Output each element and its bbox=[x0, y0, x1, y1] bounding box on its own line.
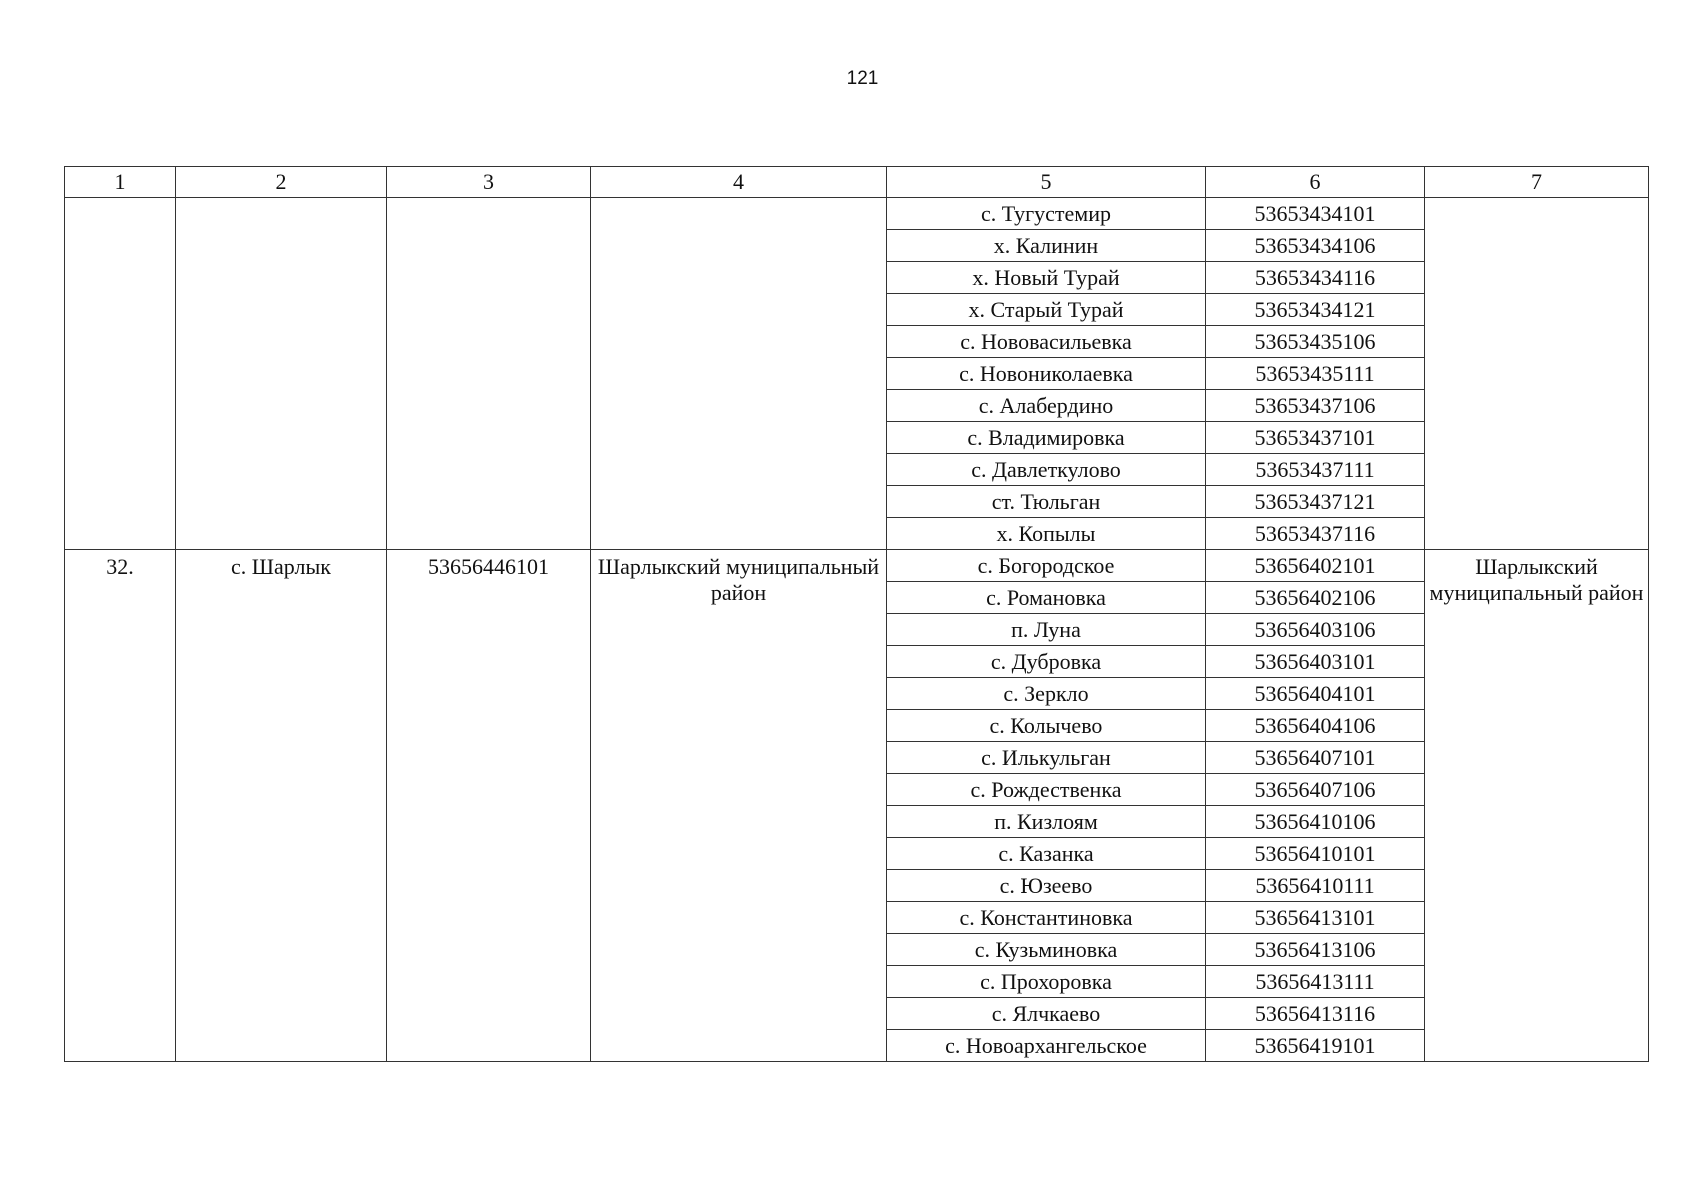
header-row bbox=[65, 167, 1649, 198]
district-right-cell: Шарлыкский муниципальный район bbox=[1425, 550, 1649, 1062]
settlement-code-cell: 53653434101 bbox=[1206, 198, 1425, 230]
settlement-name-cell: с. Юзеево bbox=[887, 870, 1206, 902]
settlement-name-cell: с. Новониколаевка bbox=[887, 358, 1206, 390]
settlement-name-cell: с. Владимировка bbox=[887, 422, 1206, 454]
settlement-name-cell: х. Копылы bbox=[887, 518, 1206, 550]
settlements-table bbox=[64, 166, 1649, 1062]
settlement-code-cell: 53653435106 bbox=[1206, 326, 1425, 358]
settlement-code-cell: 53656410101 bbox=[1206, 838, 1425, 870]
settlement-name-cell: с. Новоархангельское bbox=[887, 1030, 1206, 1062]
admin-center-code-cell bbox=[387, 198, 591, 550]
settlement-code-cell: 53656403106 bbox=[1206, 614, 1425, 646]
settlement-code-cell: 53656404106 bbox=[1206, 710, 1425, 742]
settlement-name-cell: х. Калинин bbox=[887, 230, 1206, 262]
settlement-name-cell: с. Зеркло bbox=[887, 678, 1206, 710]
settlement-name-cell: с. Колычево bbox=[887, 710, 1206, 742]
row-number-cell bbox=[65, 198, 176, 550]
settlement-code-cell: 53656419101 bbox=[1206, 1030, 1425, 1062]
settlement-name-cell: с. Дубровка bbox=[887, 646, 1206, 678]
settlement-code-cell: 53656407106 bbox=[1206, 774, 1425, 806]
settlement-code-cell: 53653434116 bbox=[1206, 262, 1425, 294]
settlement-name-cell: ст. Тюльган bbox=[887, 486, 1206, 518]
settlement-code-cell: 53653437106 bbox=[1206, 390, 1425, 422]
settlement-code-cell: 53656413106 bbox=[1206, 934, 1425, 966]
settlement-name-cell: с. Кузьминовка bbox=[887, 934, 1206, 966]
settlement-code-cell: 53656402106 bbox=[1206, 582, 1425, 614]
settlement-code-cell: 53656407101 bbox=[1206, 742, 1425, 774]
settlement-code-cell: 53656410106 bbox=[1206, 806, 1425, 838]
settlement-name-cell: х. Новый Турай bbox=[887, 262, 1206, 294]
settlement-code-cell: 53656404101 bbox=[1206, 678, 1425, 710]
settlement-code-cell: 53656413116 bbox=[1206, 998, 1425, 1030]
header-cell: 6 bbox=[1206, 167, 1425, 198]
page-number: 121 bbox=[846, 68, 879, 89]
header-cell: 4 bbox=[591, 167, 887, 198]
settlement-name-cell: х. Старый Турай bbox=[887, 294, 1206, 326]
settlement-name-cell: с. Казанка bbox=[887, 838, 1206, 870]
settlement-code-cell: 53656413101 bbox=[1206, 902, 1425, 934]
settlement-name-cell: с. Илькульган bbox=[887, 742, 1206, 774]
admin-center-cell: с. Шарлык bbox=[176, 550, 387, 1062]
settlement-code-cell: 53656413111 bbox=[1206, 966, 1425, 998]
settlement-name-cell: с. Рождественка bbox=[887, 774, 1206, 806]
settlement-name-cell: с. Давлеткулово bbox=[887, 454, 1206, 486]
district-cell bbox=[591, 198, 887, 550]
header-cell: 5 bbox=[887, 167, 1206, 198]
settlement-code-cell: 53653435111 bbox=[1206, 358, 1425, 390]
settlement-name-cell: п. Луна bbox=[887, 614, 1206, 646]
settlement-name-cell: с. Ялчкаево bbox=[887, 998, 1206, 1030]
district-right-cell bbox=[1425, 198, 1649, 550]
settlement-code-cell: 53656402101 bbox=[1206, 550, 1425, 582]
table-body bbox=[65, 198, 1649, 1062]
table-row bbox=[65, 550, 1649, 582]
settlement-name-cell: с. Нововасильевка bbox=[887, 326, 1206, 358]
district-cell: Шарлыкский муниципальный район bbox=[591, 550, 887, 1062]
settlement-name-cell: с. Алабердино bbox=[887, 390, 1206, 422]
row-number-cell: 32. bbox=[65, 550, 176, 1062]
header-cell: 1 bbox=[65, 167, 176, 198]
table-row bbox=[65, 198, 1649, 230]
settlement-name-cell: с. Тугустемир bbox=[887, 198, 1206, 230]
header-cell: 7 bbox=[1425, 167, 1649, 198]
settlement-name-cell: п. Кизлоям bbox=[887, 806, 1206, 838]
header-cell: 3 bbox=[387, 167, 591, 198]
settlement-code-cell: 53653437101 bbox=[1206, 422, 1425, 454]
settlement-code-cell: 53656410111 bbox=[1206, 870, 1425, 902]
settlement-name-cell: с. Прохоровка bbox=[887, 966, 1206, 998]
settlement-name-cell: с. Константиновка bbox=[887, 902, 1206, 934]
settlement-code-cell: 53656403101 bbox=[1206, 646, 1425, 678]
settlement-name-cell: с. Романовка bbox=[887, 582, 1206, 614]
settlement-code-cell: 53653434121 bbox=[1206, 294, 1425, 326]
admin-center-cell bbox=[176, 198, 387, 550]
settlement-code-cell: 53653437116 bbox=[1206, 518, 1425, 550]
admin-center-code-cell: 53656446101 bbox=[387, 550, 591, 1062]
settlement-code-cell: 53653434106 bbox=[1206, 230, 1425, 262]
settlement-name-cell: с. Богородское bbox=[887, 550, 1206, 582]
settlement-code-cell: 53653437121 bbox=[1206, 486, 1425, 518]
settlement-code-cell: 53653437111 bbox=[1206, 454, 1425, 486]
header-cell: 2 bbox=[176, 167, 387, 198]
